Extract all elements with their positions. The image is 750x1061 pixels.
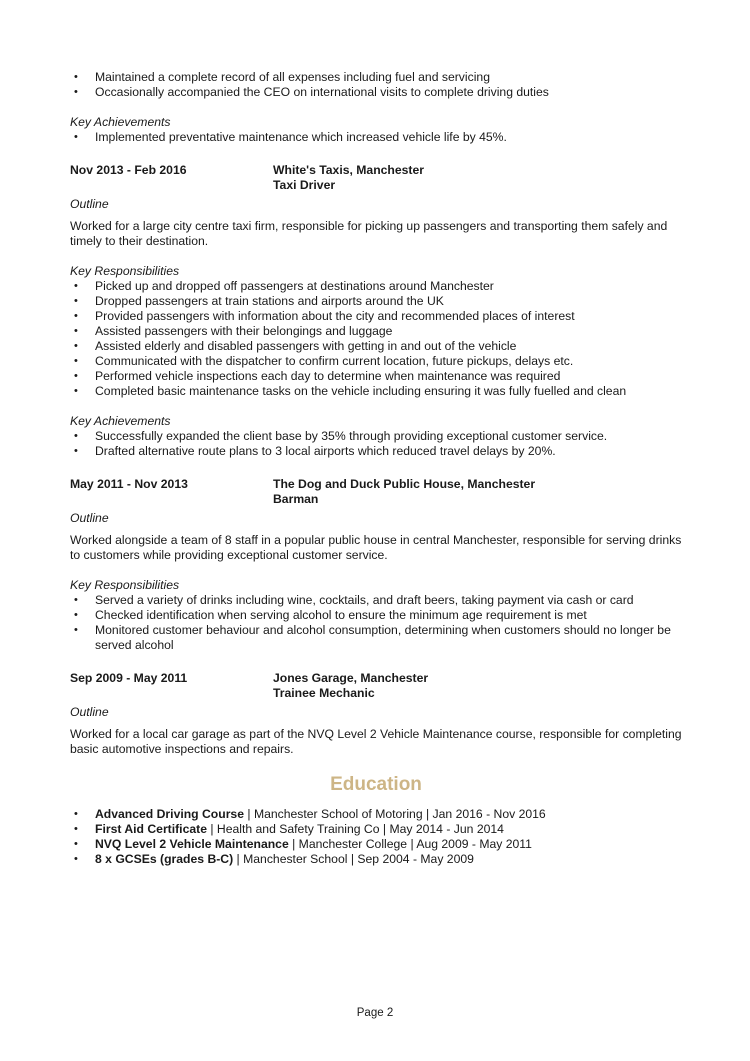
course-details: | Manchester School of Motoring | Jan 2016 - Nov 2016 — [244, 807, 546, 821]
list-item: • Completed basic maintenance tasks on the vehicle including ensuring it was fully fuelled and clean — [70, 384, 682, 399]
page-number: Page 2 — [356, 1007, 394, 1019]
outline-label: Outline — [70, 511, 109, 525]
achievements-list — [70, 130, 682, 145]
achievements-list — [70, 429, 682, 459]
job-role: Taxi Driver — [273, 178, 336, 192]
resume-page — [70, 70, 682, 867]
education-section — [70, 773, 682, 867]
list-item: • Drafted alternative route plans to 3 local airports which reduced travel delays by 20%. — [70, 444, 682, 459]
course-name: NVQ Level 2 Vehicle Maintenance — [95, 837, 289, 851]
responsibilities-list — [70, 279, 682, 399]
list-item — [70, 837, 682, 852]
list-item: • Successfully expanded the client base by 35% through providing exceptional customer service. — [70, 429, 682, 444]
job-employer: The Dog and Duck Public House, Manchester — [273, 477, 536, 491]
outline-label: Outline — [70, 705, 109, 719]
outline-label: Outline — [70, 197, 109, 211]
course-details: | Health and Safety Training Co | May 2014 - Jun 2014 — [206, 822, 504, 836]
achievements-label: Key Achievements — [70, 115, 171, 129]
job-dates: May 2011 - Nov 2013 — [70, 477, 188, 491]
previous-job-continuation — [70, 70, 682, 145]
job-header — [70, 671, 682, 701]
course-details: | Manchester School | Sep 2004 - May 2009 — [233, 852, 474, 866]
job-dates: Nov 2013 - Feb 2016 — [70, 163, 187, 177]
list-item — [70, 852, 682, 867]
job-outline: Worked for a large city centre taxi firm, responsible for picking up passengers and transporting them safely and timely to their destination. — [70, 219, 668, 248]
list-item: • Assisted elderly and disabled passengers with getting in and out of the vehicle — [70, 339, 682, 354]
list-item — [70, 807, 682, 822]
job-outline: Worked alongside a team of 8 staff in a popular public house in central Manchester, responsible for serving drinks to customers while providing exceptional customer service. — [70, 533, 682, 562]
achievements-label: Key Achievements — [70, 414, 171, 428]
list-item: • Occasionally accompanied the CEO on international visits to complete driving duties — [70, 85, 682, 100]
education-list — [70, 807, 682, 867]
responsibilities-label: Key Responsibilities — [70, 264, 180, 278]
course-name: First Aid Certificate — [95, 822, 207, 836]
list-item: • Checked identification when serving alcohol to ensure the minimum age requirement is met — [70, 608, 682, 623]
job-role: Trainee Mechanic — [273, 686, 375, 700]
job-role: Barman — [273, 492, 319, 506]
list-item — [70, 822, 682, 837]
course-name: Advanced Driving Course — [95, 807, 244, 821]
job-entry — [70, 477, 682, 653]
job-header — [70, 477, 682, 507]
responsibilities-list — [70, 593, 682, 653]
section-title: Education — [330, 774, 422, 795]
job-entry — [70, 163, 682, 459]
job-header — [70, 163, 682, 193]
list-item: • Picked up and dropped off passengers at destinations around Manchester — [70, 279, 682, 294]
job-dates: Sep 2009 - May 2011 — [70, 671, 188, 685]
list-item: • Maintained a complete record of all expenses including fuel and servicing — [70, 70, 682, 85]
list-item: • Monitored customer behaviour and alcohol consumption, determining when customers should no longer be served alcohol — [70, 623, 682, 653]
list-item: • Assisted passengers with their belongings and luggage — [70, 324, 682, 339]
responsibilities-list — [70, 70, 682, 100]
course-details: | Manchester College | Aug 2009 - May 2011 — [288, 837, 532, 851]
list-item: • Served a variety of drinks including wine, cocktails, and draft beers, taking payment via cash or card — [70, 593, 682, 608]
job-entry — [70, 671, 682, 757]
course-name: 8 x GCSEs (grades B-C) — [95, 852, 234, 866]
job-employer: White's Taxis, Manchester — [273, 163, 424, 177]
job-employer: Jones Garage, Manchester — [273, 671, 429, 685]
list-item: • Communicated with the dispatcher to confirm current location, future pickups, delays etc. — [70, 354, 682, 369]
list-item: • Dropped passengers at train stations and airports around the UK — [70, 294, 682, 309]
responsibilities-label: Key Responsibilities — [70, 578, 180, 592]
list-item: • Provided passengers with information about the city and recommended places of interest — [70, 309, 682, 324]
job-outline: Worked for a local car garage as part of the NVQ Level 2 Vehicle Maintenance course, responsible for completing basic automotive inspections and repairs. — [70, 727, 682, 756]
list-item: • Performed vehicle inspections each day to determine when maintenance was required — [70, 369, 682, 384]
list-item: • Implemented preventative maintenance which increased vehicle life by 45%. — [70, 130, 682, 145]
